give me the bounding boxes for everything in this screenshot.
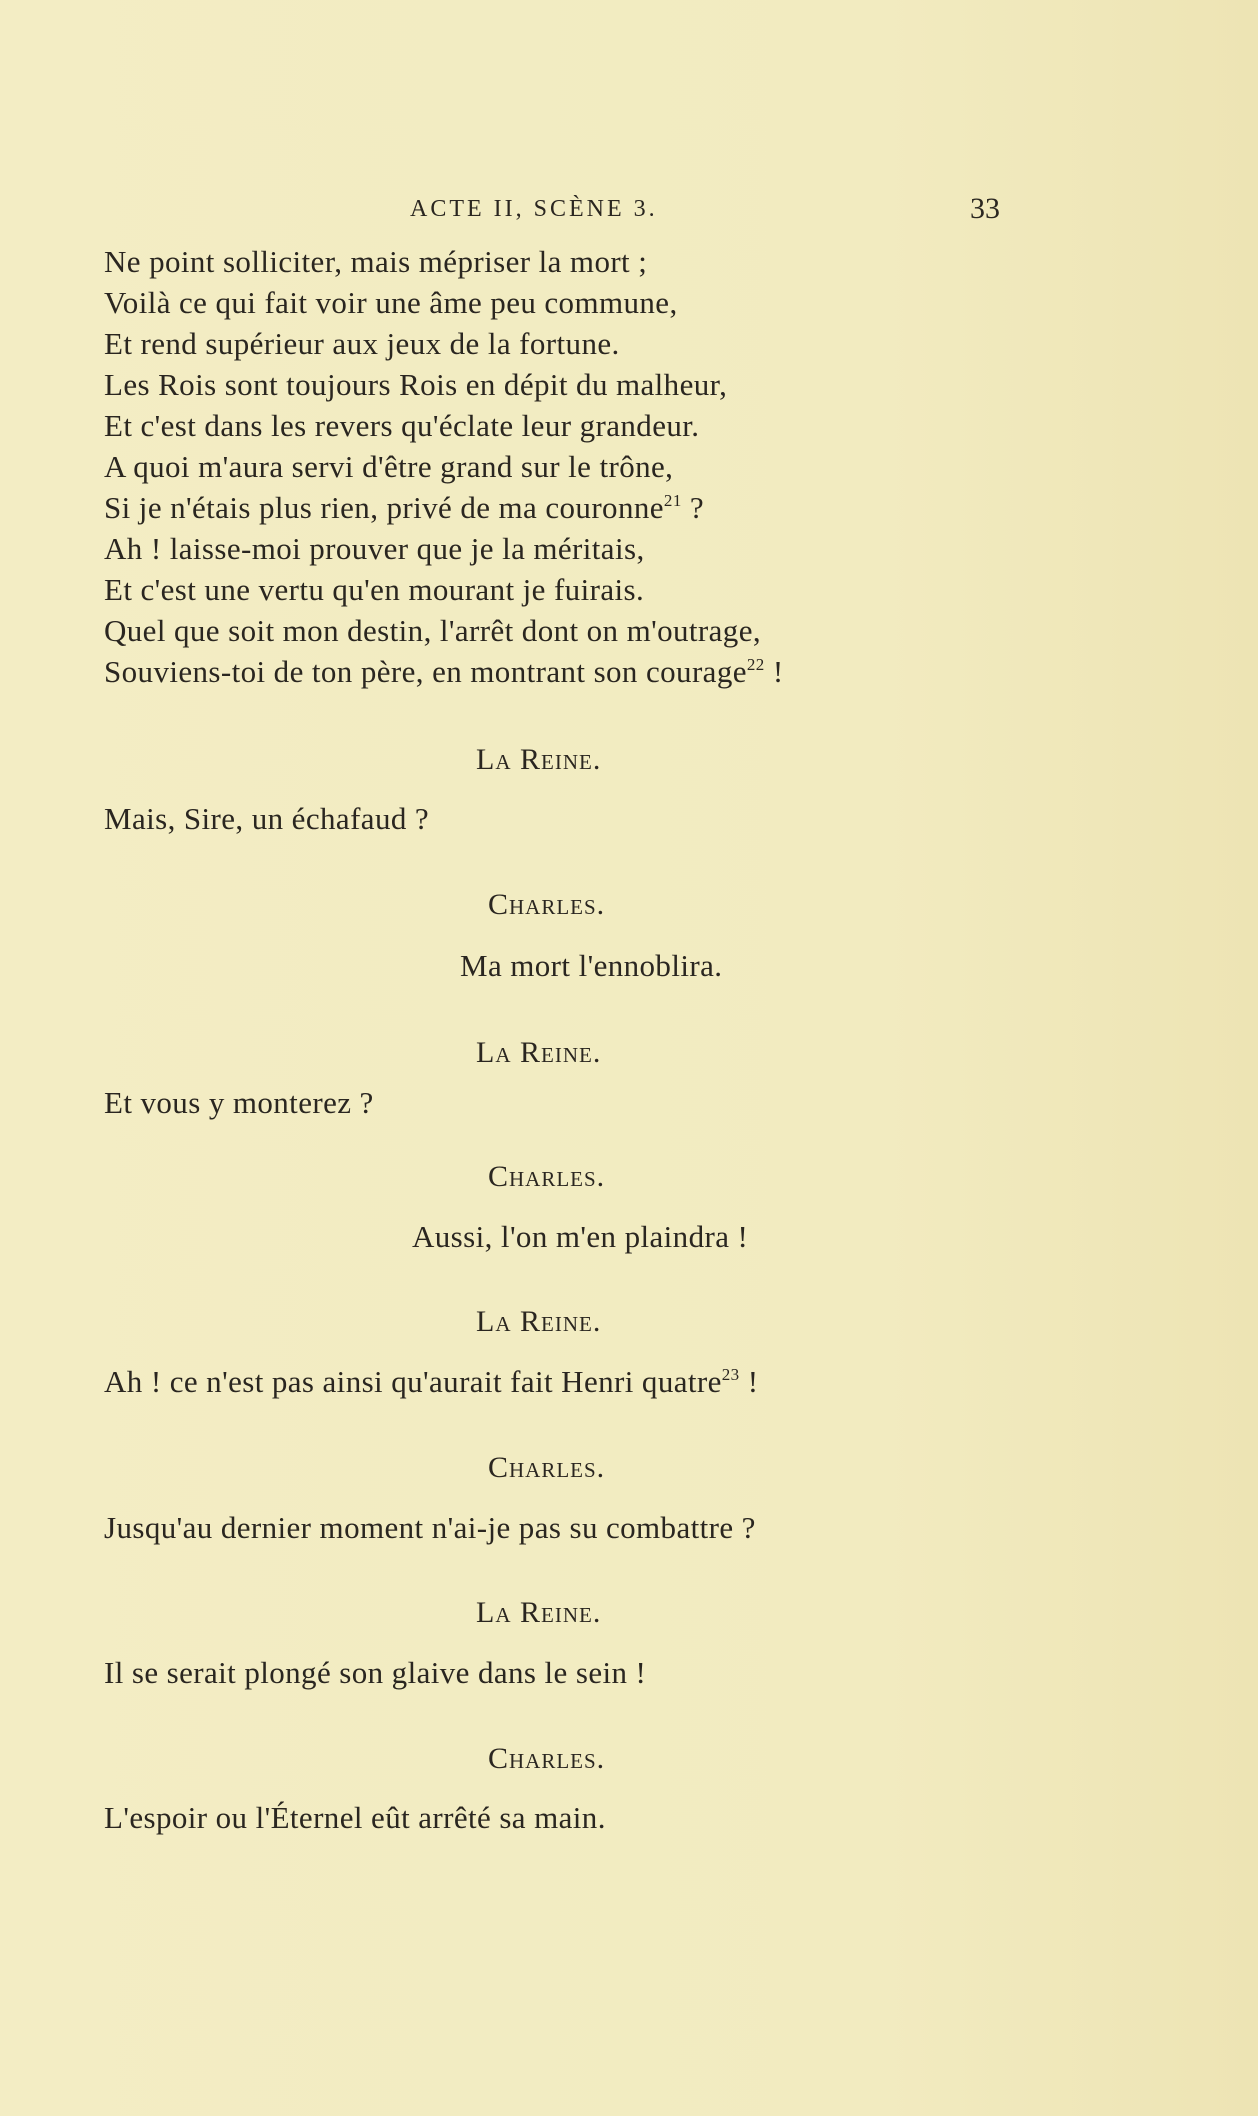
verse-punct: ? — [681, 490, 705, 525]
page-number: 33 — [970, 192, 1000, 225]
speaker-name: La Reine. — [476, 1036, 602, 1069]
footnote-ref: 22 — [746, 655, 765, 674]
dialogue-line: Mais, Sire, un échafaud ? — [104, 801, 430, 836]
verse-text: Si je n'étais plus rien, privé de ma couronne — [104, 490, 664, 525]
speaker-name: La Reine. — [476, 1596, 602, 1629]
verse-line: Ne point solliciter, mais mépriser la mort ; — [104, 244, 648, 279]
speaker-name: Charles. — [488, 888, 606, 921]
speaker-name: La Reine. — [476, 1305, 602, 1338]
dialogue-line: Jusqu'au dernier moment n'ai-je pas su combattre ? — [104, 1510, 756, 1545]
verse-line: Voilà ce qui fait voir une âme peu commune, — [104, 285, 678, 320]
footnote-ref: 21 — [663, 491, 682, 510]
dialogue-line: L'espoir ou l'Éternel eût arrêté sa main. — [104, 1800, 606, 1835]
verse-line — [104, 490, 704, 526]
dialogue-punct: ! — [739, 1364, 759, 1399]
verse-line: Quel que soit mon destin, l'arrêt dont on m'outrage, — [104, 613, 762, 648]
speaker-name: La Reine. — [476, 743, 602, 776]
speaker-name: Charles. — [488, 1742, 606, 1775]
verse-punct: ! — [764, 654, 784, 689]
dialogue-line: Il se serait plongé son glaive dans le sein ! — [104, 1655, 647, 1690]
dialogue-line: Aussi, l'on m'en plaindra ! — [412, 1219, 749, 1254]
verse-line — [104, 654, 784, 690]
dialogue-line: Ma mort l'ennoblira. — [460, 948, 723, 983]
speaker-name: Charles. — [488, 1160, 606, 1193]
page-header — [0, 192, 1258, 232]
verse-line: Et c'est dans les revers qu'éclate leur grandeur. — [104, 408, 700, 443]
footnote-ref: 23 — [721, 1365, 740, 1384]
dialogue-text: Ah ! ce n'est pas ainsi qu'aurait fait Henri quatre — [104, 1364, 722, 1399]
verse-line: Les Rois sont toujours Rois en dépit du malheur, — [104, 367, 728, 402]
verse-text: Souviens-toi de ton père, en montrant son courage — [104, 654, 747, 689]
verse-line: A quoi m'aura servi d'être grand sur le trône, — [104, 449, 674, 484]
running-head: ACTE II, SCÈNE 3. — [410, 196, 658, 222]
verse-line: Ah ! laisse-moi prouver que je la méritais, — [104, 531, 645, 566]
verse-line: Et rend supérieur aux jeux de la fortune. — [104, 326, 620, 361]
dialogue-line: Et vous y monterez ? — [104, 1085, 374, 1120]
verse-line: Et c'est une vertu qu'en mourant je fuirais. — [104, 572, 645, 607]
dialogue-line — [104, 1364, 758, 1400]
speaker-name: Charles. — [488, 1451, 606, 1484]
